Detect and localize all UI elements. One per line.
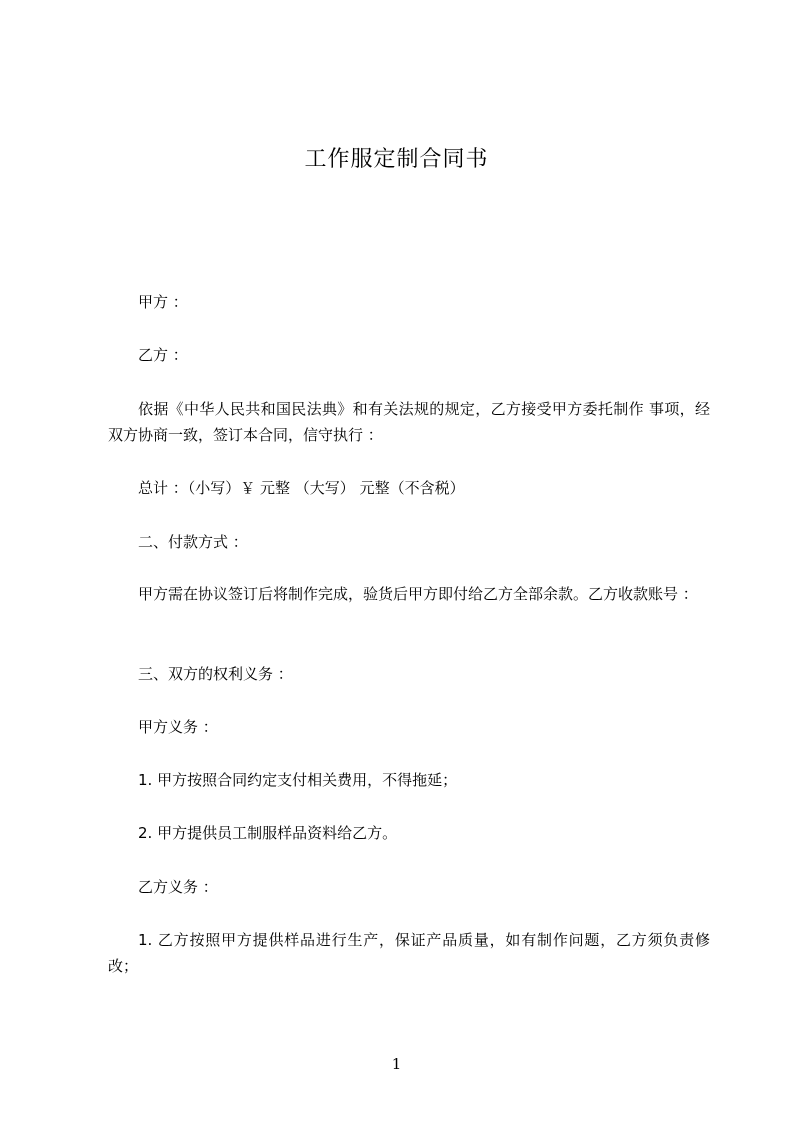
- party-b-duty-item: 1. 乙方按照甲方提供样品进行生产，保证产品质量，如有制作问题，乙方须负责修改；: [108, 931, 710, 975]
- party-a-duty-item: 1. 甲方按照合同约定支付相关费用，不得拖延；: [138, 771, 458, 789]
- party-b-label: 乙方 ：: [138, 346, 188, 364]
- document-title: 工作服定制合同书: [304, 147, 489, 172]
- party-a-label: 甲方 ：: [138, 293, 188, 311]
- party-a-duties-heading: 甲方义务 ：: [138, 718, 218, 736]
- intro-paragraph: 依据《中华人民共和国民法典》和有关法规的规定，乙方接受甲方委托制作 事项，经双方协商一致，签订本合同，信守执行 ：: [108, 400, 710, 444]
- page-number: 1: [391, 1055, 402, 1073]
- party-a-duty-item: 2. 甲方提供员工制服样品资料给乙方。: [138, 824, 398, 842]
- total-amount-line: 总计 ：（小写）￥ 元整 （大写） 元整（不含税）: [138, 479, 465, 497]
- party-b-duties-heading: 乙方义务 ：: [138, 878, 218, 896]
- section-rights-heading: 三、双方的权利义务 ：: [138, 665, 293, 683]
- section-payment-heading: 二、付款方式 ：: [138, 533, 248, 551]
- payment-paragraph: 甲方需在协议签订后将制作完成，验货后甲方即付给乙方全部余款。乙方收款账号 ：: [138, 585, 698, 603]
